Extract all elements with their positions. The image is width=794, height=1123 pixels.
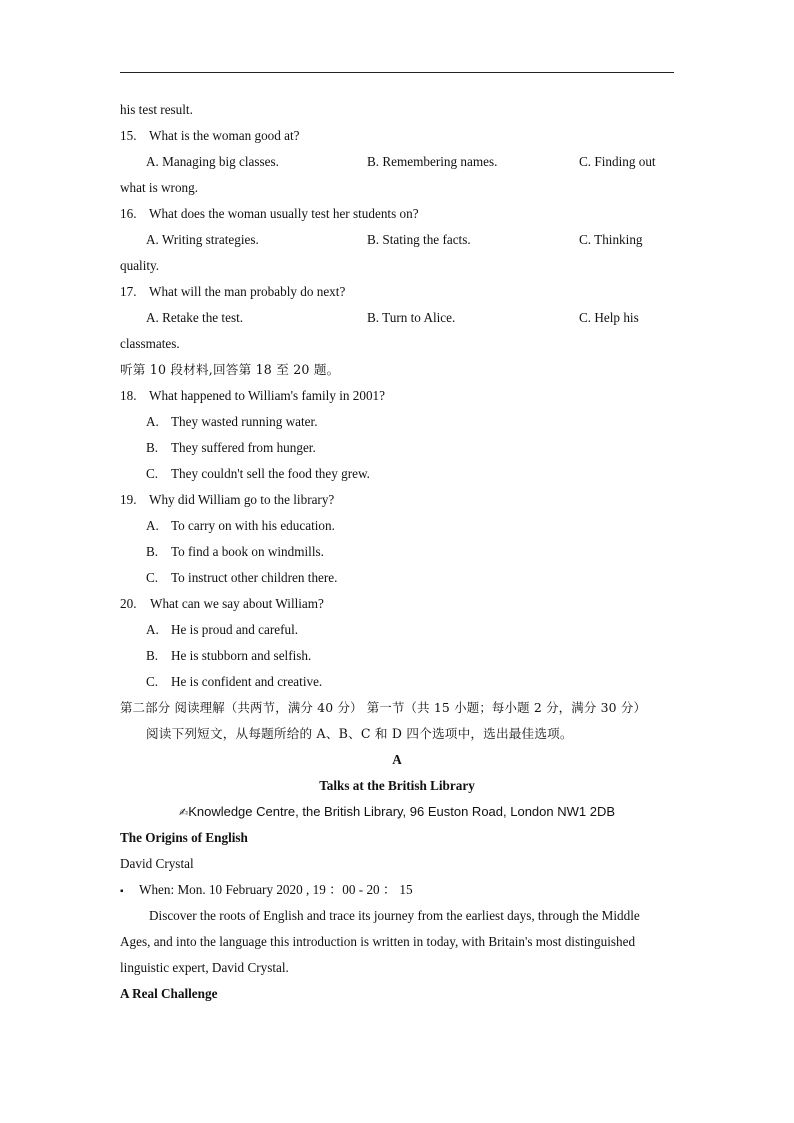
q17-option-c: C. Help his [579,310,639,325]
question-text: What can we say about William? [150,596,324,611]
q15-option-c-wrap: what is wrong. [120,180,199,195]
q19-option-c [146,570,337,586]
q16-option-c-wrap: quality. [120,258,160,273]
q18-option-b [146,440,316,456]
address-text: Knowledge Centre, the British Library, 96 Euston Road, London NW1 2DB [188,804,616,819]
q19-option-b [146,544,324,560]
q19-option-a [146,518,335,534]
q15-option-b: B. Remembering names. [367,154,498,169]
talk-1-desc-line: Ages, and into the language this introduction is written in today, with Britain's most distinguished [120,934,636,949]
q17-option-a: A. Retake the test. [146,310,244,325]
part-2-instruction: 阅读下列短文，从每题所给的 A、B、C 和 D 四个选项中，选出最佳选项。 [146,726,573,741]
q18-option-a [146,414,318,430]
question-text: What will the man probably do next? [149,284,346,299]
q16-option-a: A. Writing strategies. [146,232,259,247]
option-text: To carry on with his education. [171,518,335,533]
option-letter: C. [146,466,159,481]
question-number: 19. [120,492,137,507]
option-text: To find a book on windmills. [171,544,324,559]
writing-hand-icon: ✍ [178,807,189,819]
question-18 [120,388,385,404]
header-rule [120,72,674,73]
question-number: 20. [120,596,137,611]
bullet-icon: ▪ [120,886,124,897]
talk-1-desc-line: linguistic expert, David Crystal. [120,960,289,975]
question-20 [120,596,324,612]
q16-option-c: C. Thinking [579,232,643,247]
question-17 [120,284,345,300]
talk-1-title: The Origins of English [120,830,248,845]
question-number: 15. [120,128,137,143]
when-text: When: Mon. 10 February 2020 , 19 ：00 - 20 ： 15 [139,882,413,897]
question-number: 16. [120,206,137,221]
option-letter: C. [146,570,159,585]
continued-line: his test result. [120,102,193,117]
talk-1-speaker: David Crystal [120,856,194,871]
option-letter: B. [146,544,159,559]
option-letter: A. [146,414,159,429]
option-text: He is confident and creative. [171,674,323,689]
question-number: 17. [120,284,137,299]
question-19 [120,492,334,508]
q15-option-c: C. Finding out [579,154,656,169]
option-text: He is stubborn and selfish. [171,648,312,663]
question-number: 18. [120,388,137,403]
question-text: What happened to William's family in 2001? [149,388,385,403]
q17-option-b: B. Turn to Alice. [367,310,456,325]
q16-option-b: B. Stating the facts. [367,232,471,247]
option-text: They couldn't sell the food they grew. [171,466,370,481]
q20-option-c [146,674,322,690]
option-letter: B. [146,648,159,663]
talk-1-desc-line: Discover the roots of English and trace its journey from the earliest days, through the Middle [149,908,640,923]
talk-1-when [120,882,413,900]
question-15 [120,128,300,144]
address-line [0,804,794,821]
talk-2-title: A Real Challenge [120,986,218,1001]
option-text: They wasted running water. [171,414,318,429]
question-text: What does the woman usually test her students on? [149,206,419,221]
q20-option-a [146,622,298,638]
q15-option-a: A. Managing big classes. [146,154,279,169]
passage-letter: A [392,752,402,767]
option-letter: B. [146,440,159,455]
option-text: They suffered from hunger. [171,440,316,455]
passage-title: Talks at the British Library [319,778,475,793]
option-letter: A. [146,622,159,637]
option-text: To instruct other children there. [171,570,338,585]
question-16 [120,206,419,222]
part-2-header: 第二部分 阅读理解（共两节，满分 40 分） 第一节（共 15 小题；每小题 2 分，满分 30 分） [120,700,647,715]
option-letter: C. [146,674,159,689]
question-text: Why did William go to the library? [149,492,335,507]
option-letter: A. [146,518,159,533]
q20-option-b [146,648,311,664]
section-10-instruction: 听第 10 段材料,回答第 18 至 20 题。 [120,362,340,377]
option-text: He is proud and careful. [171,622,299,637]
q17-option-c-wrap: classmates. [120,336,180,351]
question-text: What is the woman good at? [149,128,300,143]
q18-option-c [146,466,370,482]
